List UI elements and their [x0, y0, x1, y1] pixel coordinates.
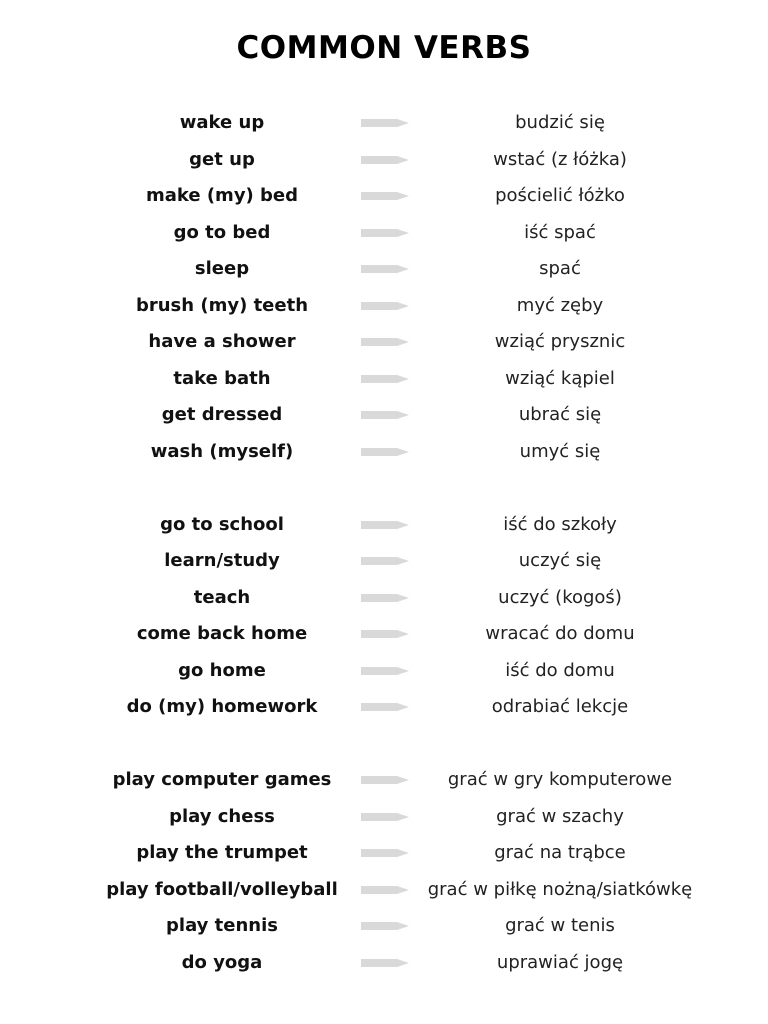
english-verb: take bath: [173, 367, 271, 389]
polish-translation: uczyć (kogoś): [498, 586, 622, 608]
english-verb: play tennis: [166, 915, 278, 936]
english-verb: wake up: [179, 112, 265, 133]
right-arrow-icon: [361, 592, 409, 604]
right-arrow-icon: [361, 117, 409, 129]
english-verb: teach: [193, 586, 251, 608]
right-arrow-icon: [361, 409, 409, 421]
english-verb: sleep: [194, 258, 250, 279]
right-arrow-icon: [361, 190, 409, 202]
verb-row: [0, 218, 768, 248]
right-arrow-icon: [361, 446, 409, 458]
polish-translation: iść do szkoły: [503, 513, 617, 535]
verb-row: [0, 510, 768, 540]
polish-translation: grać w gry komputerowe: [447, 769, 673, 790]
verb-row: [0, 802, 768, 832]
verb-row: [0, 546, 768, 576]
english-verb: play chess: [169, 805, 275, 827]
right-arrow-icon: [361, 555, 409, 567]
polish-translation: grać w szachy: [496, 805, 624, 827]
polish-translation: grać w piłkę nożną/siatkówkę: [427, 878, 693, 900]
right-arrow-icon: [361, 957, 409, 969]
polish-translation: umyć się: [519, 440, 601, 462]
polish-translation: spać: [539, 258, 581, 279]
english-verb: come back home: [136, 623, 308, 644]
polish-translation: wziąć prysznic: [494, 331, 626, 352]
english-verb: make (my) bed: [145, 185, 299, 206]
right-arrow-icon: [361, 628, 409, 640]
english-verb: play football/volleyball: [106, 878, 338, 900]
verb-row: [0, 364, 768, 394]
english-verb: brush (my) teeth: [135, 294, 309, 316]
english-verb: get up: [189, 148, 255, 170]
verb-row: [0, 327, 768, 357]
english-verb: play computer games: [112, 769, 332, 790]
english-verb: play the trumpet: [136, 842, 308, 863]
verb-row: [0, 765, 768, 795]
right-arrow-icon: [361, 227, 409, 239]
english-verb: do yoga: [181, 951, 263, 973]
right-arrow-icon: [361, 701, 409, 713]
right-arrow-icon: [361, 920, 409, 932]
english-verb: go home: [178, 659, 266, 681]
verb-row: [0, 145, 768, 175]
verb-row: [0, 400, 768, 430]
polish-translation: wstać (z łóżka): [493, 148, 627, 170]
polish-translation: pościelić łóżko: [495, 185, 625, 206]
polish-translation: iść do domu: [505, 659, 615, 681]
polish-translation: uczyć się: [518, 550, 602, 571]
right-arrow-icon: [361, 519, 409, 531]
english-verb: have a shower: [148, 331, 296, 352]
page-title: COMMON VERBS: [236, 30, 532, 66]
verb-row: [0, 875, 768, 905]
right-arrow-icon: [361, 154, 409, 166]
english-verb: get dressed: [161, 404, 283, 425]
verb-row: [0, 911, 768, 941]
right-arrow-icon: [361, 884, 409, 896]
polish-translation: myć zęby: [516, 294, 604, 316]
verb-row: [0, 619, 768, 649]
verb-row: [0, 291, 768, 321]
verb-row: [0, 583, 768, 613]
right-arrow-icon: [361, 263, 409, 275]
right-arrow-icon: [361, 373, 409, 385]
polish-translation: wracać do domu: [485, 623, 635, 644]
english-verb: go to bed: [173, 221, 271, 243]
verb-row: [0, 838, 768, 868]
polish-translation: odrabiać lekcje: [491, 696, 629, 717]
english-verb: do (my) homework: [126, 696, 318, 717]
english-verb: wash (myself): [150, 440, 294, 462]
polish-translation: uprawiać jogę: [496, 951, 624, 973]
verb-row: [0, 254, 768, 284]
verb-row: [0, 108, 768, 138]
verb-row: [0, 437, 768, 467]
verb-row: [0, 692, 768, 722]
right-arrow-icon: [361, 811, 409, 823]
right-arrow-icon: [361, 774, 409, 786]
verb-row: [0, 656, 768, 686]
right-arrow-icon: [361, 300, 409, 312]
polish-translation: budzić się: [515, 112, 605, 133]
polish-translation: iść spać: [524, 221, 596, 243]
right-arrow-icon: [361, 665, 409, 677]
english-verb: learn/study: [164, 550, 280, 571]
polish-translation: ubrać się: [518, 404, 602, 425]
right-arrow-icon: [361, 847, 409, 859]
english-verb: go to school: [160, 513, 284, 535]
right-arrow-icon: [361, 336, 409, 348]
verb-row: [0, 181, 768, 211]
polish-translation: wziąć kąpiel: [505, 367, 615, 389]
polish-translation: grać w tenis: [505, 915, 615, 936]
polish-translation: grać na trąbce: [494, 842, 626, 863]
verb-row: [0, 948, 768, 978]
